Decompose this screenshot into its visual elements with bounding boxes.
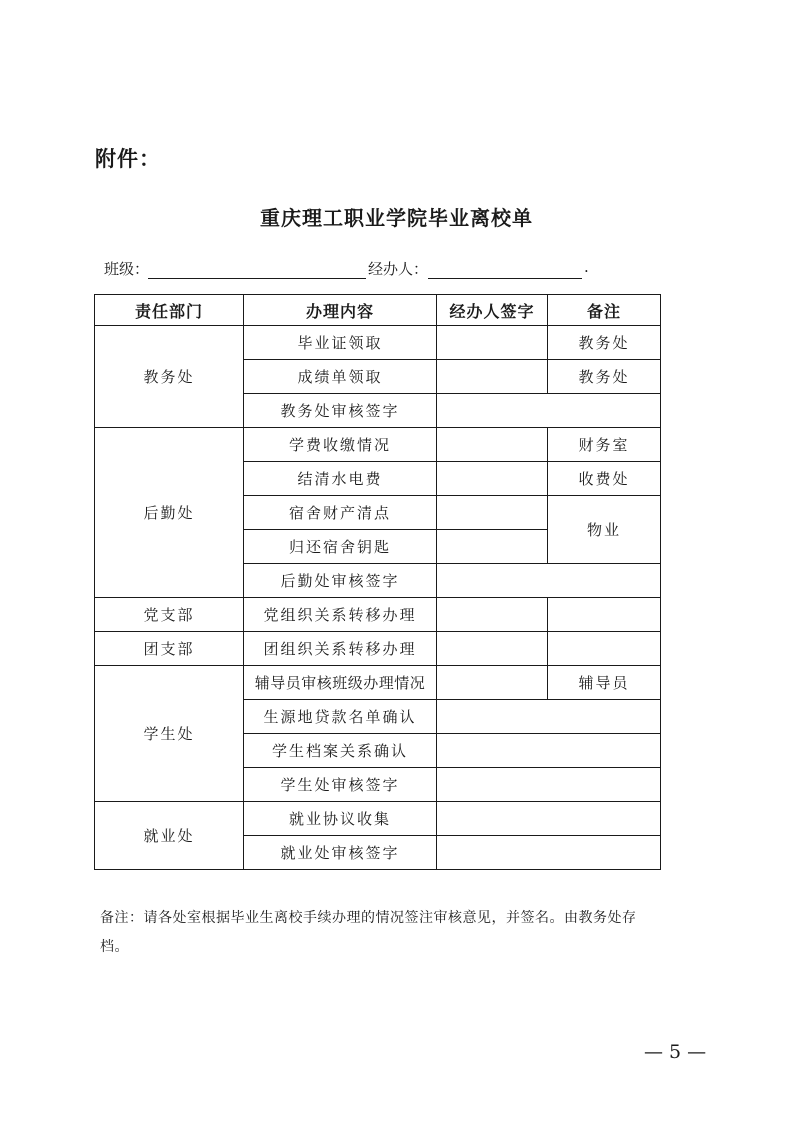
content-cell: 党组织关系转移办理 bbox=[244, 598, 437, 632]
remark-cell bbox=[548, 632, 661, 666]
handler-blank[interactable] bbox=[428, 278, 582, 279]
table-header-row bbox=[95, 295, 661, 326]
content-cell: 成绩单领取 bbox=[244, 360, 437, 394]
department-cell: 就业处 bbox=[95, 802, 244, 870]
signature-cell[interactable] bbox=[437, 496, 548, 530]
signature-cell[interactable] bbox=[437, 802, 661, 836]
remark-cell bbox=[548, 598, 661, 632]
signature-cell[interactable] bbox=[437, 530, 548, 564]
table-row bbox=[95, 598, 661, 632]
remark-cell: 教务处 bbox=[548, 360, 661, 394]
signature-cell[interactable] bbox=[437, 598, 548, 632]
content-cell: 毕业证领取 bbox=[244, 326, 437, 360]
content-cell: 辅导员审核班级办理情况 bbox=[244, 666, 437, 700]
signature-cell[interactable] bbox=[437, 360, 548, 394]
line-end-dot: . bbox=[584, 258, 589, 276]
department-cell: 教务处 bbox=[95, 326, 244, 428]
content-cell: 就业协议收集 bbox=[244, 802, 437, 836]
signature-cell[interactable] bbox=[437, 428, 548, 462]
header-department: 责任部门 bbox=[95, 295, 244, 326]
approval-signature-cell[interactable] bbox=[437, 394, 661, 428]
table-row bbox=[95, 802, 661, 836]
content-cell: 学生档案关系确认 bbox=[244, 734, 437, 768]
content-cell: 后勤处审核签字 bbox=[244, 564, 437, 598]
content-cell: 教务处审核签字 bbox=[244, 394, 437, 428]
content-cell: 归还宿舍钥匙 bbox=[244, 530, 437, 564]
signature-cell[interactable] bbox=[437, 462, 548, 496]
header-remark: 备注 bbox=[548, 295, 661, 326]
department-cell: 学生处 bbox=[95, 666, 244, 802]
department-cell: 后勤处 bbox=[95, 428, 244, 598]
remark-cell: 辅导员 bbox=[548, 666, 661, 700]
approval-signature-cell[interactable] bbox=[437, 564, 661, 598]
remark-cell: 收费处 bbox=[548, 462, 661, 496]
approval-signature-cell[interactable] bbox=[437, 768, 661, 802]
class-label: 班级： bbox=[104, 260, 150, 278]
clearance-table bbox=[94, 294, 661, 870]
content-cell: 生源地贷款名单确认 bbox=[244, 700, 437, 734]
table-row bbox=[95, 326, 661, 360]
remark-cell: 财务室 bbox=[548, 428, 661, 462]
class-blank[interactable] bbox=[148, 278, 366, 279]
content-cell: 学费收缴情况 bbox=[244, 428, 437, 462]
signature-cell[interactable] bbox=[437, 734, 661, 768]
content-cell: 团组织关系转移办理 bbox=[244, 632, 437, 666]
page-number: — 5 — bbox=[644, 1041, 707, 1063]
table-row bbox=[95, 428, 661, 462]
content-cell: 宿舍财产清点 bbox=[244, 496, 437, 530]
remark-cell: 物业 bbox=[548, 496, 661, 564]
form-title: 重庆理工职业学院毕业离校单 bbox=[260, 206, 533, 230]
content-cell: 就业处审核签字 bbox=[244, 836, 437, 870]
content-cell: 结清水电费 bbox=[244, 462, 437, 496]
approval-signature-cell[interactable] bbox=[437, 836, 661, 870]
table-row bbox=[95, 632, 661, 666]
footnote: 备注：请各处室根据毕业生离校手续办理的情况签注审核意见，并签名。由教务处存档。 bbox=[100, 910, 637, 955]
table-row bbox=[95, 666, 661, 700]
header-signature: 经办人签字 bbox=[437, 295, 548, 326]
header-content: 办理内容 bbox=[244, 295, 437, 326]
handler-label: 经办人： bbox=[368, 260, 429, 278]
signature-cell[interactable] bbox=[437, 666, 548, 700]
department-cell: 团支部 bbox=[95, 632, 244, 666]
signature-cell[interactable] bbox=[437, 632, 548, 666]
content-cell: 学生处审核签字 bbox=[244, 768, 437, 802]
department-cell: 党支部 bbox=[95, 598, 244, 632]
remark-cell: 教务处 bbox=[548, 326, 661, 360]
attachment-label: 附件： bbox=[95, 147, 161, 171]
signature-cell[interactable] bbox=[437, 700, 661, 734]
signature-cell[interactable] bbox=[437, 326, 548, 360]
